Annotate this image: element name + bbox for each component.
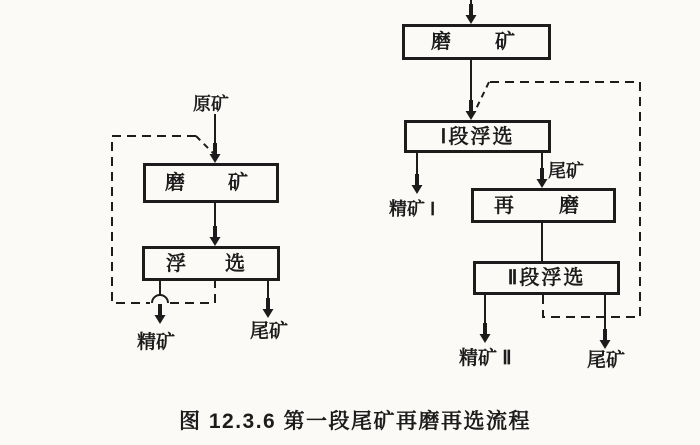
right-mill-box-char1: 磨	[431, 31, 451, 53]
left-recycle-return-dashed-line	[170, 281, 215, 303]
right-regrind-box-char2: 磨	[559, 194, 579, 217]
right-stage2-tailings-label: 尾矿	[587, 350, 626, 371]
left-mill-to-flotation-arrowhead	[210, 226, 221, 246]
right-regrind-box	[471, 188, 616, 223]
left-tailings-arrowhead	[263, 298, 274, 318]
left-recycle-slant-dashed-line	[196, 136, 214, 154]
right-stage2-recycle-dashed-line	[543, 295, 638, 317]
left-flotation-box-char2: 选	[225, 252, 245, 275]
left-mill-box-char2: 矿	[228, 172, 248, 194]
right-mill-box-char2: 矿	[495, 31, 515, 53]
right-concentrate2-arrowhead	[480, 323, 491, 343]
left-concentrate-arrowhead	[155, 304, 166, 324]
left-flotation-box	[142, 246, 280, 281]
right-stage1-flotation-box	[404, 120, 551, 153]
left-concentrate-label: 精矿	[137, 332, 176, 353]
right-feed-arrowhead	[466, 4, 477, 24]
right-stage1-tailings-label: 尾矿	[548, 161, 584, 181]
left-mill-box	[143, 163, 279, 203]
right-concentrate2-label: 精矿 Ⅱ	[459, 348, 512, 369]
right-regrind-input-arrowhead	[537, 168, 548, 188]
right-stage2-flotation-box	[473, 261, 620, 295]
left-tailings-label: 尾矿	[250, 321, 289, 342]
left-feed-label: 原矿	[193, 94, 229, 114]
figure-caption: 图 12.3.6 第一段尾矿再磨再选流程	[179, 410, 532, 433]
right-stage2-tailings-arrowhead	[600, 329, 611, 349]
right-stage2-flotation-label: Ⅱ段浮选	[507, 267, 586, 289]
right-regrind-box-char1: 再	[494, 194, 514, 217]
line-bridge-arc	[152, 295, 168, 303]
left-feed-arrowhead	[210, 143, 221, 163]
right-concentrate1-label: 精矿 Ⅰ	[389, 199, 436, 219]
right-mill-box	[402, 24, 551, 60]
left-mill-box-char1: 磨	[165, 172, 185, 194]
left-flotation-box-char1: 浮	[166, 252, 186, 275]
right-stage1-input-arrowhead	[466, 100, 477, 120]
right-concentrate1-arrowhead	[412, 174, 423, 194]
right-stage1-flotation-label: Ⅰ段浮选	[440, 125, 515, 148]
right-recycle-slant-dashed-line	[475, 82, 489, 111]
